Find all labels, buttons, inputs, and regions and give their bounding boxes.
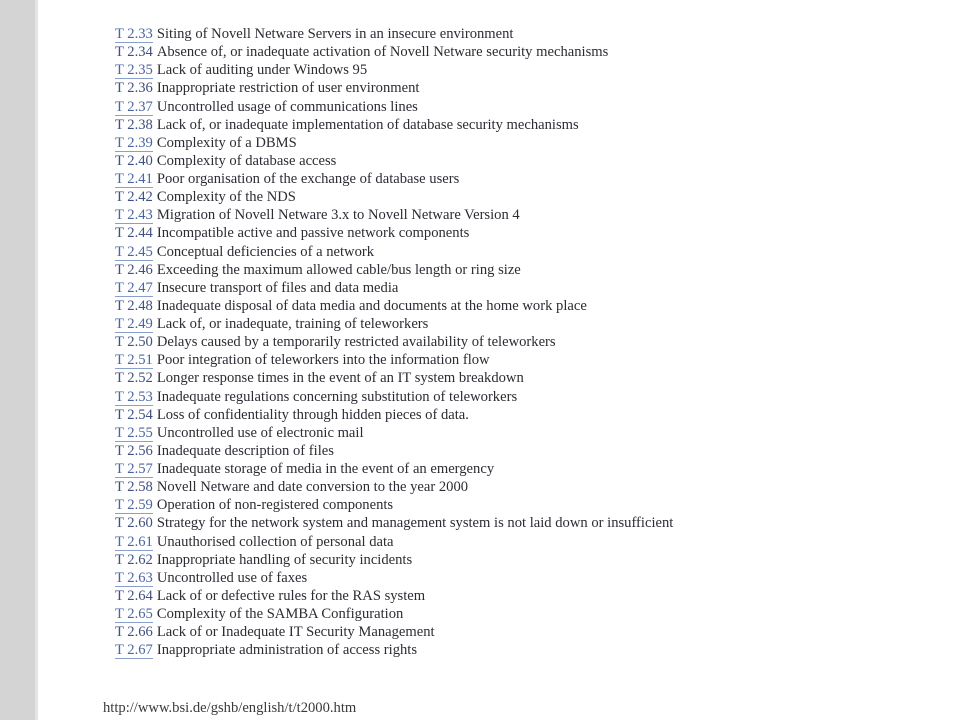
- threat-title: Lack of auditing under Windows 95: [156, 62, 368, 79]
- threat-title: Exceeding the maximum allowed cable/bus length or ring size: [156, 261, 521, 278]
- threat-code-link[interactable]: T 2.47: [115, 279, 153, 296]
- threat-title: Inadequate description of files: [156, 442, 334, 459]
- threat-item: [115, 514, 673, 532]
- threat-code-link[interactable]: T 2.58: [115, 479, 153, 496]
- threat-title: Delays caused by a temporarily restricted availability of teleworkers: [156, 334, 556, 351]
- threat-code-link[interactable]: T 2.37: [115, 98, 153, 115]
- threat-item: [115, 641, 673, 659]
- threat-title: Uncontrolled usage of communications lines: [156, 98, 418, 115]
- threat-code-link[interactable]: T 2.36: [115, 80, 153, 97]
- threat-title: Uncontrolled use of faxes: [156, 569, 308, 586]
- threat-title: Lack of or defective rules for the RAS system: [156, 587, 426, 604]
- threat-list: [115, 25, 673, 659]
- threat-code-link[interactable]: T 2.63: [115, 569, 153, 586]
- threat-item: [115, 460, 673, 478]
- threat-item: [115, 279, 673, 297]
- threat-title: Unauthorised collection of personal data: [156, 533, 394, 550]
- threat-title: Poor integration of teleworkers into the information flow: [156, 352, 490, 369]
- threat-title: Novell Netware and date conversion to the year 2000: [156, 479, 469, 496]
- threat-title: Siting of Novell Netware Servers in an insecure environment: [156, 26, 514, 42]
- threat-code-link[interactable]: T 2.35: [115, 62, 153, 79]
- threat-item: [115, 134, 673, 152]
- threat-item: [115, 623, 673, 641]
- threat-item: [115, 243, 673, 261]
- threat-title: Incompatible active and passive network components: [156, 225, 470, 242]
- threat-code-link[interactable]: T 2.62: [115, 551, 153, 568]
- threat-code-link[interactable]: T 2.51: [115, 352, 153, 369]
- threat-item: [115, 388, 673, 406]
- threat-item: [115, 478, 673, 496]
- threat-title: Complexity of a DBMS: [156, 134, 297, 151]
- threat-code-link[interactable]: T 2.61: [115, 533, 153, 550]
- threat-item: [115, 79, 673, 97]
- threat-code-link[interactable]: T 2.64: [115, 587, 153, 604]
- threat-item: [115, 170, 673, 188]
- threat-title: Complexity of database access: [156, 152, 337, 169]
- threat-code-link[interactable]: T 2.34: [115, 44, 153, 61]
- threat-title: Absence of, or inadequate activation of Novell Netware security mechanisms: [156, 44, 609, 61]
- threat-item: [115, 406, 673, 424]
- threat-item: [115, 587, 673, 605]
- threat-code-link[interactable]: T 2.45: [115, 243, 153, 260]
- threat-code-link[interactable]: T 2.41: [115, 171, 153, 187]
- threat-code-link[interactable]: T 2.52: [115, 370, 153, 387]
- threat-item: [115, 25, 673, 43]
- source-url: http://www.bsi.de/gshb/english/t/t2000.htm: [103, 700, 357, 716]
- threat-title: Inappropriate restriction of user environment: [156, 80, 420, 97]
- threat-title: Conceptual deficiencies of a network: [156, 243, 375, 260]
- threat-code-link[interactable]: T 2.40: [115, 152, 153, 169]
- threat-title: Longer response times in the event of an IT system breakdown: [156, 370, 524, 387]
- threat-item: [115, 98, 673, 116]
- threat-title: Inadequate storage of media in the event of an emergency: [156, 461, 495, 477]
- threat-title: Inadequate disposal of data media and documents at the home work place: [156, 297, 587, 314]
- threat-item: [115, 261, 673, 279]
- threat-item: [115, 61, 673, 79]
- threat-code-link[interactable]: T 2.49: [115, 316, 153, 332]
- threat-item: [115, 315, 673, 333]
- threat-code-link[interactable]: T 2.42: [115, 189, 153, 206]
- threat-title: Migration of Novell Netware 3.x to Novell Netware Version 4: [156, 207, 520, 224]
- threat-code-link[interactable]: T 2.33: [115, 26, 153, 42]
- threat-code-link[interactable]: T 2.46: [115, 261, 153, 278]
- threat-code-link[interactable]: T 2.66: [115, 624, 153, 641]
- threat-item: [115, 605, 673, 623]
- threat-code-link[interactable]: T 2.57: [115, 461, 153, 477]
- threat-item: [115, 424, 673, 442]
- threat-title: Inappropriate administration of access rights: [156, 642, 418, 659]
- threat-code-link[interactable]: T 2.54: [115, 406, 153, 423]
- threat-item: [115, 533, 673, 551]
- threat-code-link[interactable]: T 2.39: [115, 134, 153, 151]
- threat-title: Strategy for the network system and management system is not laid down or insufficient: [156, 515, 674, 532]
- threat-item: [115, 43, 673, 61]
- threat-code-link[interactable]: T 2.53: [115, 388, 153, 405]
- left-margin-bar: [0, 0, 38, 720]
- threat-title: Lack of, or inadequate implementation of database security mechanisms: [156, 116, 579, 133]
- threat-title: Lack of or Inadequate IT Security Management: [156, 624, 435, 641]
- threat-title: Inadequate regulations concerning substitution of teleworkers: [156, 388, 518, 405]
- threat-item: [115, 569, 673, 587]
- threat-item: [115, 224, 673, 242]
- threat-code-link[interactable]: T 2.38: [115, 116, 153, 133]
- threat-title: Lack of, or inadequate, training of teleworkers: [156, 316, 429, 332]
- threat-title: Operation of non-registered components: [156, 497, 394, 514]
- threat-code-link[interactable]: T 2.56: [115, 442, 153, 459]
- threat-item: [115, 152, 673, 170]
- threat-code-link[interactable]: T 2.67: [115, 642, 153, 659]
- threat-code-link[interactable]: T 2.55: [115, 424, 153, 441]
- threat-code-link[interactable]: T 2.60: [115, 515, 153, 532]
- threat-item: [115, 116, 673, 134]
- threat-item: [115, 496, 673, 514]
- threat-item: [115, 369, 673, 387]
- threat-title: Inappropriate handling of security incidents: [156, 551, 413, 568]
- threat-title: Complexity of the NDS: [156, 189, 296, 206]
- threat-item: [115, 442, 673, 460]
- threat-item: [115, 351, 673, 369]
- threat-code-link[interactable]: T 2.48: [115, 297, 153, 314]
- threat-title: Loss of confidentiality through hidden pieces of data.: [156, 406, 469, 423]
- threat-code-link[interactable]: T 2.65: [115, 606, 153, 622]
- threat-code-link[interactable]: T 2.50: [115, 334, 153, 351]
- threat-item: [115, 333, 673, 351]
- threat-item: [115, 206, 673, 224]
- threat-code-link[interactable]: T 2.59: [115, 497, 153, 514]
- threat-item: [115, 551, 673, 569]
- threat-title: Poor organisation of the exchange of database users: [156, 171, 460, 187]
- threat-title: Insecure transport of files and data media: [156, 279, 399, 296]
- threat-code-link[interactable]: T 2.44: [115, 225, 153, 242]
- threat-title: Uncontrolled use of electronic mail: [156, 424, 364, 441]
- threat-item: [115, 297, 673, 315]
- threat-title: Complexity of the SAMBA Configuration: [156, 606, 404, 622]
- threat-code-link[interactable]: T 2.43: [115, 207, 153, 224]
- threat-item: [115, 188, 673, 206]
